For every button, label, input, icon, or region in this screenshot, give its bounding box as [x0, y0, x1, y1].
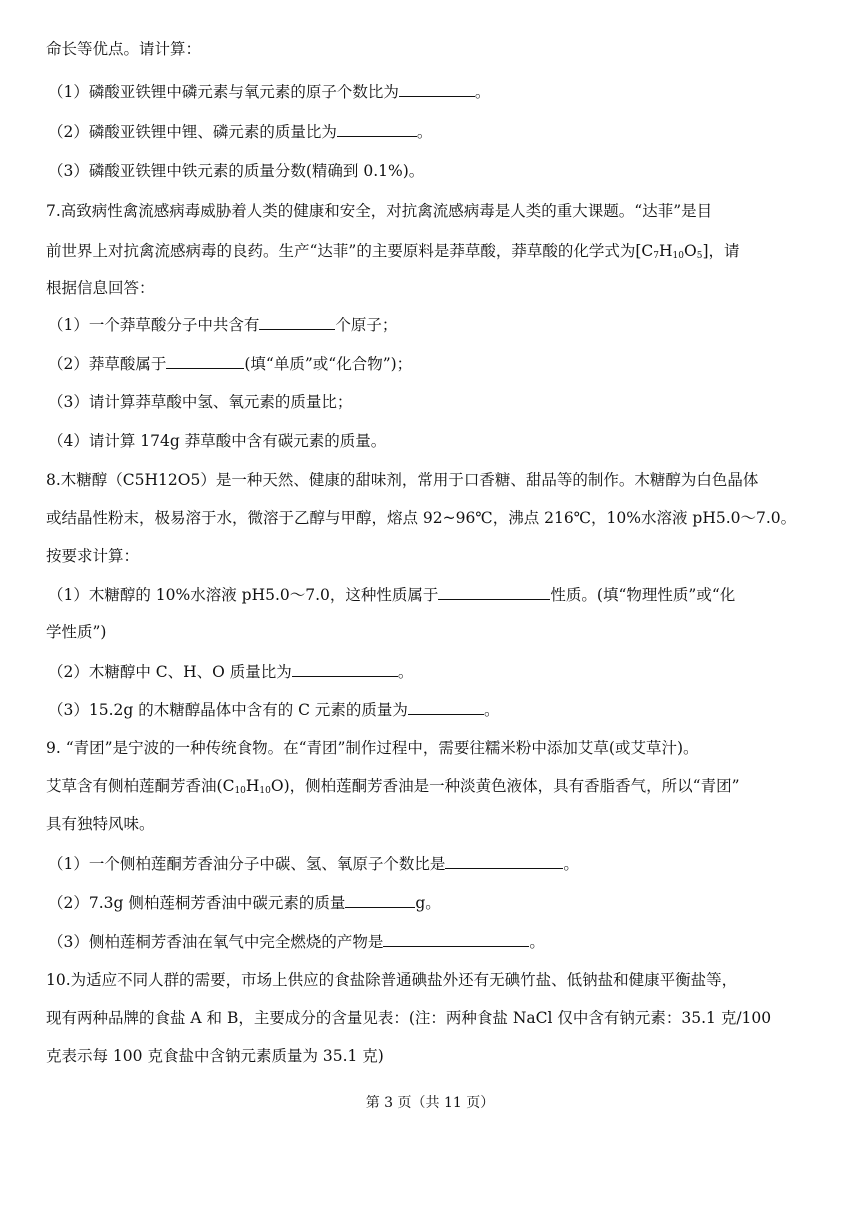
- question-8-1-cont: 学性质”): [46, 623, 107, 641]
- page-footer: 第 3 页（共 11 页）: [365, 1095, 495, 1111]
- question-6-3: （3）磷酸亚铁锂中铁元素的质量分数(精确到 0.1%)。: [48, 162, 425, 180]
- question-8-1: （1）木糖醇的 10%水溶液 pH5.0～7.0，这种性质属于 性质。(填“物理性质”或“化: [48, 583, 735, 606]
- question-9-stem-3: 具有独特风味。: [46, 815, 155, 833]
- answer-blank[interactable]: [408, 698, 484, 715]
- question-9-1: （1）一个侧柏莲酮芳香油分子中碳、氢、氧原子个数比是 。: [48, 852, 579, 875]
- question-7-stem-1: 7.高致病性禽流感病毒威胁着人类的健康和安全，对抗禽流感病毒是人类的重大课题。“达菲”是目: [46, 202, 713, 220]
- answer-blank[interactable]: [445, 852, 563, 869]
- question-9-3: （3）侧柏莲桐芳香油在氧气中完全燃烧的产物是 。: [48, 930, 545, 953]
- question-7-1: （1）一个莽草酸分子中共含有 个原子；: [48, 313, 397, 336]
- question-10-stem-2: 现有两种品牌的食盐 A 和 B，主要成分的含量见表：(注：两种食盐 NaCl 仅中含有钠元素：35.1 克/100: [46, 1009, 772, 1027]
- chemical-formula: $C_{10}H_{10}O$: [222, 777, 284, 796]
- answer-blank[interactable]: [166, 352, 244, 369]
- text-line: 命长等优点。请计算：: [46, 40, 202, 58]
- question-8-stem-2: 或结晶性粉末，极易溶于水，微溶于乙醇与甲醇，熔点 92~96℃，沸点 216℃，10%水溶液 pH5.0～7.0。: [46, 509, 797, 527]
- question-8-stem-1: 8.木糖醇（C5H12O5）是一种天然、健康的甜味剂，常用于口香糖、甜品等的制作。木糖醇为白色晶体: [46, 471, 759, 489]
- answer-blank[interactable]: [438, 583, 550, 600]
- answer-blank[interactable]: [383, 930, 529, 947]
- question-8-stem-3: 按要求计算：: [46, 547, 140, 565]
- answer-blank[interactable]: [292, 660, 398, 677]
- question-10-stem-1: 10.为适应不同人群的需要，市场上供应的食盐除普通碘盐外还有无碘竹盐、低钠盐和健康平衡盐等，: [46, 971, 738, 989]
- answer-blank[interactable]: [345, 891, 415, 908]
- question-7-4: （4）请计算 174g 莽草酸中含有碳元素的质量。: [48, 432, 387, 450]
- answer-blank[interactable]: [259, 313, 335, 330]
- question-7-stem-3: 根据信息回答：: [46, 279, 155, 297]
- question-9-stem-2: 艾草含有侧柏莲酮芳香油$(C_{10}H_{10}O)$，侧柏莲酮芳香油是一种淡黄色液体，具有香脂香气，所以“青团”: [46, 777, 740, 796]
- answer-blank[interactable]: [337, 120, 417, 137]
- question-7-stem-2: 前世界上对抗禽流感病毒的良药。生产“达菲”的主要原料是莽草酸，莽草酸的化学式为$[C_7H_{10}O_5]$，请: [46, 242, 740, 261]
- answer-blank[interactable]: [399, 80, 475, 97]
- question-8-2: （2）木糖醇中 C、H、O 质量比为 。: [48, 660, 413, 683]
- question-6-2: （2）磷酸亚铁锂中锂、磷元素的质量比为 。: [48, 120, 432, 143]
- question-10-stem-3: 克表示每 100 克食盐中含钠元素质量为 35.1 克): [46, 1047, 384, 1065]
- question-7-2: （2）莽草酸属于 (填“单质”或“化合物”)；: [48, 352, 412, 375]
- question-7-3: （3）请计算莽草酸中氢、氧元素的质量比；: [48, 393, 353, 411]
- question-9-stem-1: 9. “青团”是宁波的一种传统食物。在“青团”制作过程中，需要往糯米粉中添加艾草(或艾草汁)。: [46, 739, 699, 757]
- chemical-formula: $C_7H_{10}O_5$: [641, 242, 703, 261]
- question-8-3: （3）15.2g 的木糖醇晶体中含有的 C 元素的质量为 。: [48, 698, 499, 721]
- question-9-2: （2）7.3g 侧柏莲桐芳香油中碳元素的质量 g。: [48, 891, 441, 914]
- question-6-1: （1）磷酸亚铁锂中磷元素与氧元素的原子个数比为 。: [48, 80, 490, 103]
